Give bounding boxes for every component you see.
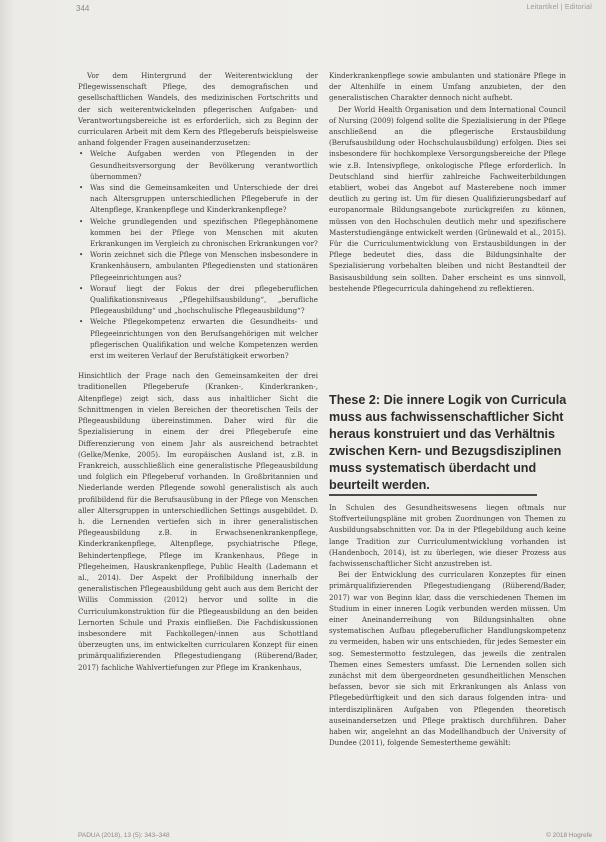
body-paragraph-2: Der World Health Organisation und dem International Council of Nursing (2009) folgend sollte die Spezialisierung in der Pflege anschließend an die pflegerische Erstausbildung (Berufsausbildung oder Hochschulausbildung) erfolgen. Dies sei insbesondere für hochkomplexe Versorgungsbereiche der Pflege wie z.B. Intensivpflege, onkologische Pflege erforderlich. In Deutschland sind hierfür zahlreiche Fachweiterbildungen etabliert, wobei das Angebot auf Masterebene noch immer deutlich zu gering ist. Um für diesen Qualifizierungsbedarf auf europanormale Bildungsangebote zurückgreifen zu können, müssen von den Hochschulen deutlich mehr und spezifischere Masterstudiengänge entwickelt werden (Grünewald et al., 2015). Für die Curriculumentwicklung von Erstausbildungen in der Pflege bedeutet dies, dass die Bildungsinhalte der Spezialisierung vorbehalten bleiben und nicht Bestandteil der Basisausbildung sein sollten. Daher erscheint es uns sinnvoll, bestehende Pflegecurricula dahingehend zu reflektieren. bbox=[329, 104, 566, 293]
body-paragraph-3: In Schulen des Gesundheitswesens liegen oftmals nur Stoffverteilungspläne mit groben Zuordnungen von Themen zu Ausbildungsabschnitten vor. Da in der Pflegebildung auch keine lange Tradition zur Curriculumentwicklung vorhanden ist (Handenboch, 2014), ist zu überlegen, wie dieser Prozess aus fachwissenschaftlicher Sicht anzustreben ist. bbox=[329, 503, 566, 569]
right-column-bottom bbox=[329, 502, 566, 748]
page-number: 344 bbox=[76, 4, 90, 13]
running-title: Leitartikel | Editorial bbox=[526, 4, 592, 11]
question-list bbox=[78, 148, 318, 361]
list-item: • Worin zeichnet sich die Pflege von Menschen insbesondere in Krankenhäusern, ambulanten Pflegediensten und stationären Pflegeeinrichtungen aus? bbox=[78, 249, 318, 283]
body-paragraph: Hinsichtlich der Frage nach den Gemeinsamkeiten der drei traditionellen Pflegeberufe (Kranken-, Kinderkranken-, Altenpflege) zeigt sich, dass aus inhaltlicher Sicht die Schnittmengen in vielen Bereichen der theoretischen Teils der Pflegeausbildung übereinstimmen. Daher wird für die Spezialisierung in einem der drei Pflegeberufe eine Differenzierung von einem Jahr als ausreichend betrachtet (Gelke/Menke, 2005). Im europäischen Ausland ist, z.B. in Frankreich, ausschließlich eine generalistische Pflegeausbildung und folglich ein Pflegeberuf vorhanden. In Großbritannien und Niederlande werden Pflegende sowohl generalistisch als auch profilbildend für die Berufsausübung in der Pflege von Menschen aller Altersgruppen in unterschiedlichen Settings ausgebildet. D. h. die Lernenden vertiefen sich in ihrer generalistischen Pflegeausbildung z.B. in Erwachsenenkrankenpflege, Kinderkrankenpflege, Altenpflege, psychiatrische Pflege, Behindertenpflege, Pflege im Krankenhaus, Pflege in Pflegeheimen, Hauskrankenpflege, Public Health (Lademann et al., 2014). Der Aspekt der Profilbildung innerhalb der generalistischen Pflegeausbildung geht auch aus dem Bericht der Willis Commission (2012) hervor und sollte in die Curriculumkonstruktion für die Pflegeausbildung an den beiden Lernorten Schule und Praxis einfließen. Die Fachdiskussionen insbesondere mit Fachkollegen/-innen aus Schottland überzeugten uns, im entwickelten curricularen Konzept für einen primärqualifizierenden Pflegestudiengang (Rüberend/Bader, 2017) fachliche Wahlvertiefungen zur Pflege im Krankenhaus, bbox=[78, 371, 318, 672]
heading-underline bbox=[329, 494, 537, 496]
intro-paragraph: Vor dem Hintergrund der Weiterentwicklung der Pflegewissenschaft Pflege, des demografischen und gesellschaftlichen Wandels, des medizinischen Fortschritts und der sich weiterentwickelnden pflegerischen Aufgaben- und Verantwortungsbereiche ist es erforderlich, sich zu Beginn der curricularen Arbeit mit dem Kern des Pflegeberufs beispielsweise anhand folgender Fragen auseinanderzusetzen: bbox=[78, 71, 318, 148]
thesis-heading bbox=[329, 392, 569, 496]
body-paragraph-4: Bei der Entwicklung des curricularen Konzeptes für einen primärqualifizierenden Pflegestudiengang (Rüberend/Bader, 2017) war von Beginn klar, dass die verschiedenen Themen im Studium in einer inneren Logik verbunden werden müssen. Um einer Aneinanderreihung von Bildungsinhalten ohne systematischen Aufbau pflegeberuflicher Handlungskompetenz zu vermeiden, haben wir uns entschieden, für jedes Semester ein sog. Semestermotto festzulegen, das jeweils die zentralen Themen eines Semesters umfasst. Die Lernenden sollen sich zunächst mit dem übergeordneten gesundheitlichen Menschen befassen, bevor sie sich mit Erkrankungen als Anlass von Pflegebedürftigkeit und den sich daraus folgenden intra- und interdisziplinären Aufgaben von Pflegenden theoretisch auseinandersetzen und Pflege praktisch durchführen. Daher haben wir, angelehnt an das Modellhandbuch der University of Dundee (2011), folgende Semestertheme gewählt: bbox=[329, 570, 566, 748]
list-item: • Welche Aufgaben werden von Pflegenden in der Gesundheitsversorgung der Bevölkerung verantwortlich übernommen? bbox=[78, 148, 318, 182]
copyright-notice: © 2018 Hogrefe bbox=[546, 832, 592, 839]
right-column-top bbox=[329, 70, 566, 294]
list-item: • Worauf liegt der Fokus der drei pflegeberuflichen Qualifikationsniveaus „Pflegehilfsausbildung“, „berufliche Pflegeausbildung“ und „hochschulische Pflegeausbildung“? bbox=[78, 283, 318, 317]
left-column bbox=[78, 70, 318, 673]
list-item: • Welche Pflegekompetenz erwarten die Gesundheits- und Pflegeeinrichtungen von den Berufsangehörigen mit welcher pflegerischen Qualifikation und welche Kompetenzen werden erst im weiteren Verlauf der Berufstätigkeit erworben? bbox=[78, 316, 318, 361]
continuation-paragraph: Kinderkrankenpflege sowie ambulanten und stationäre Pflege in der Altenhilfe in einem Umfang anzubieten, der den generalistischen Charakter dennoch nicht aufhebt. bbox=[329, 71, 566, 103]
thesis-heading-text: These 2: Die innere Logik von Curricula muss aus fachwissenschaftlicher Sicht heraus konstruiert und das Verhältnis zwischen Kern- und Bezugsdisziplinen muss systematisch überdacht und beurteilt werden. bbox=[329, 393, 567, 492]
list-item: • Welche grundlegenden und spezifischen Pflegephänomene kommen bei der Pflege von Menschen mit akuten Erkrankungen im Vergleich zu chronischen Erkrankungen vor? bbox=[78, 216, 318, 250]
journal-reference: PADUA (2018), 13 (5): 343–348 bbox=[78, 832, 170, 839]
list-item: • Was sind die Gemeinsamkeiten und Unterschiede der drei nach Altersgruppen unterschiedlichen Pflegeberufe in der Altenpflege, Krankenpflege und Kinderkrankenpflege? bbox=[78, 182, 318, 216]
